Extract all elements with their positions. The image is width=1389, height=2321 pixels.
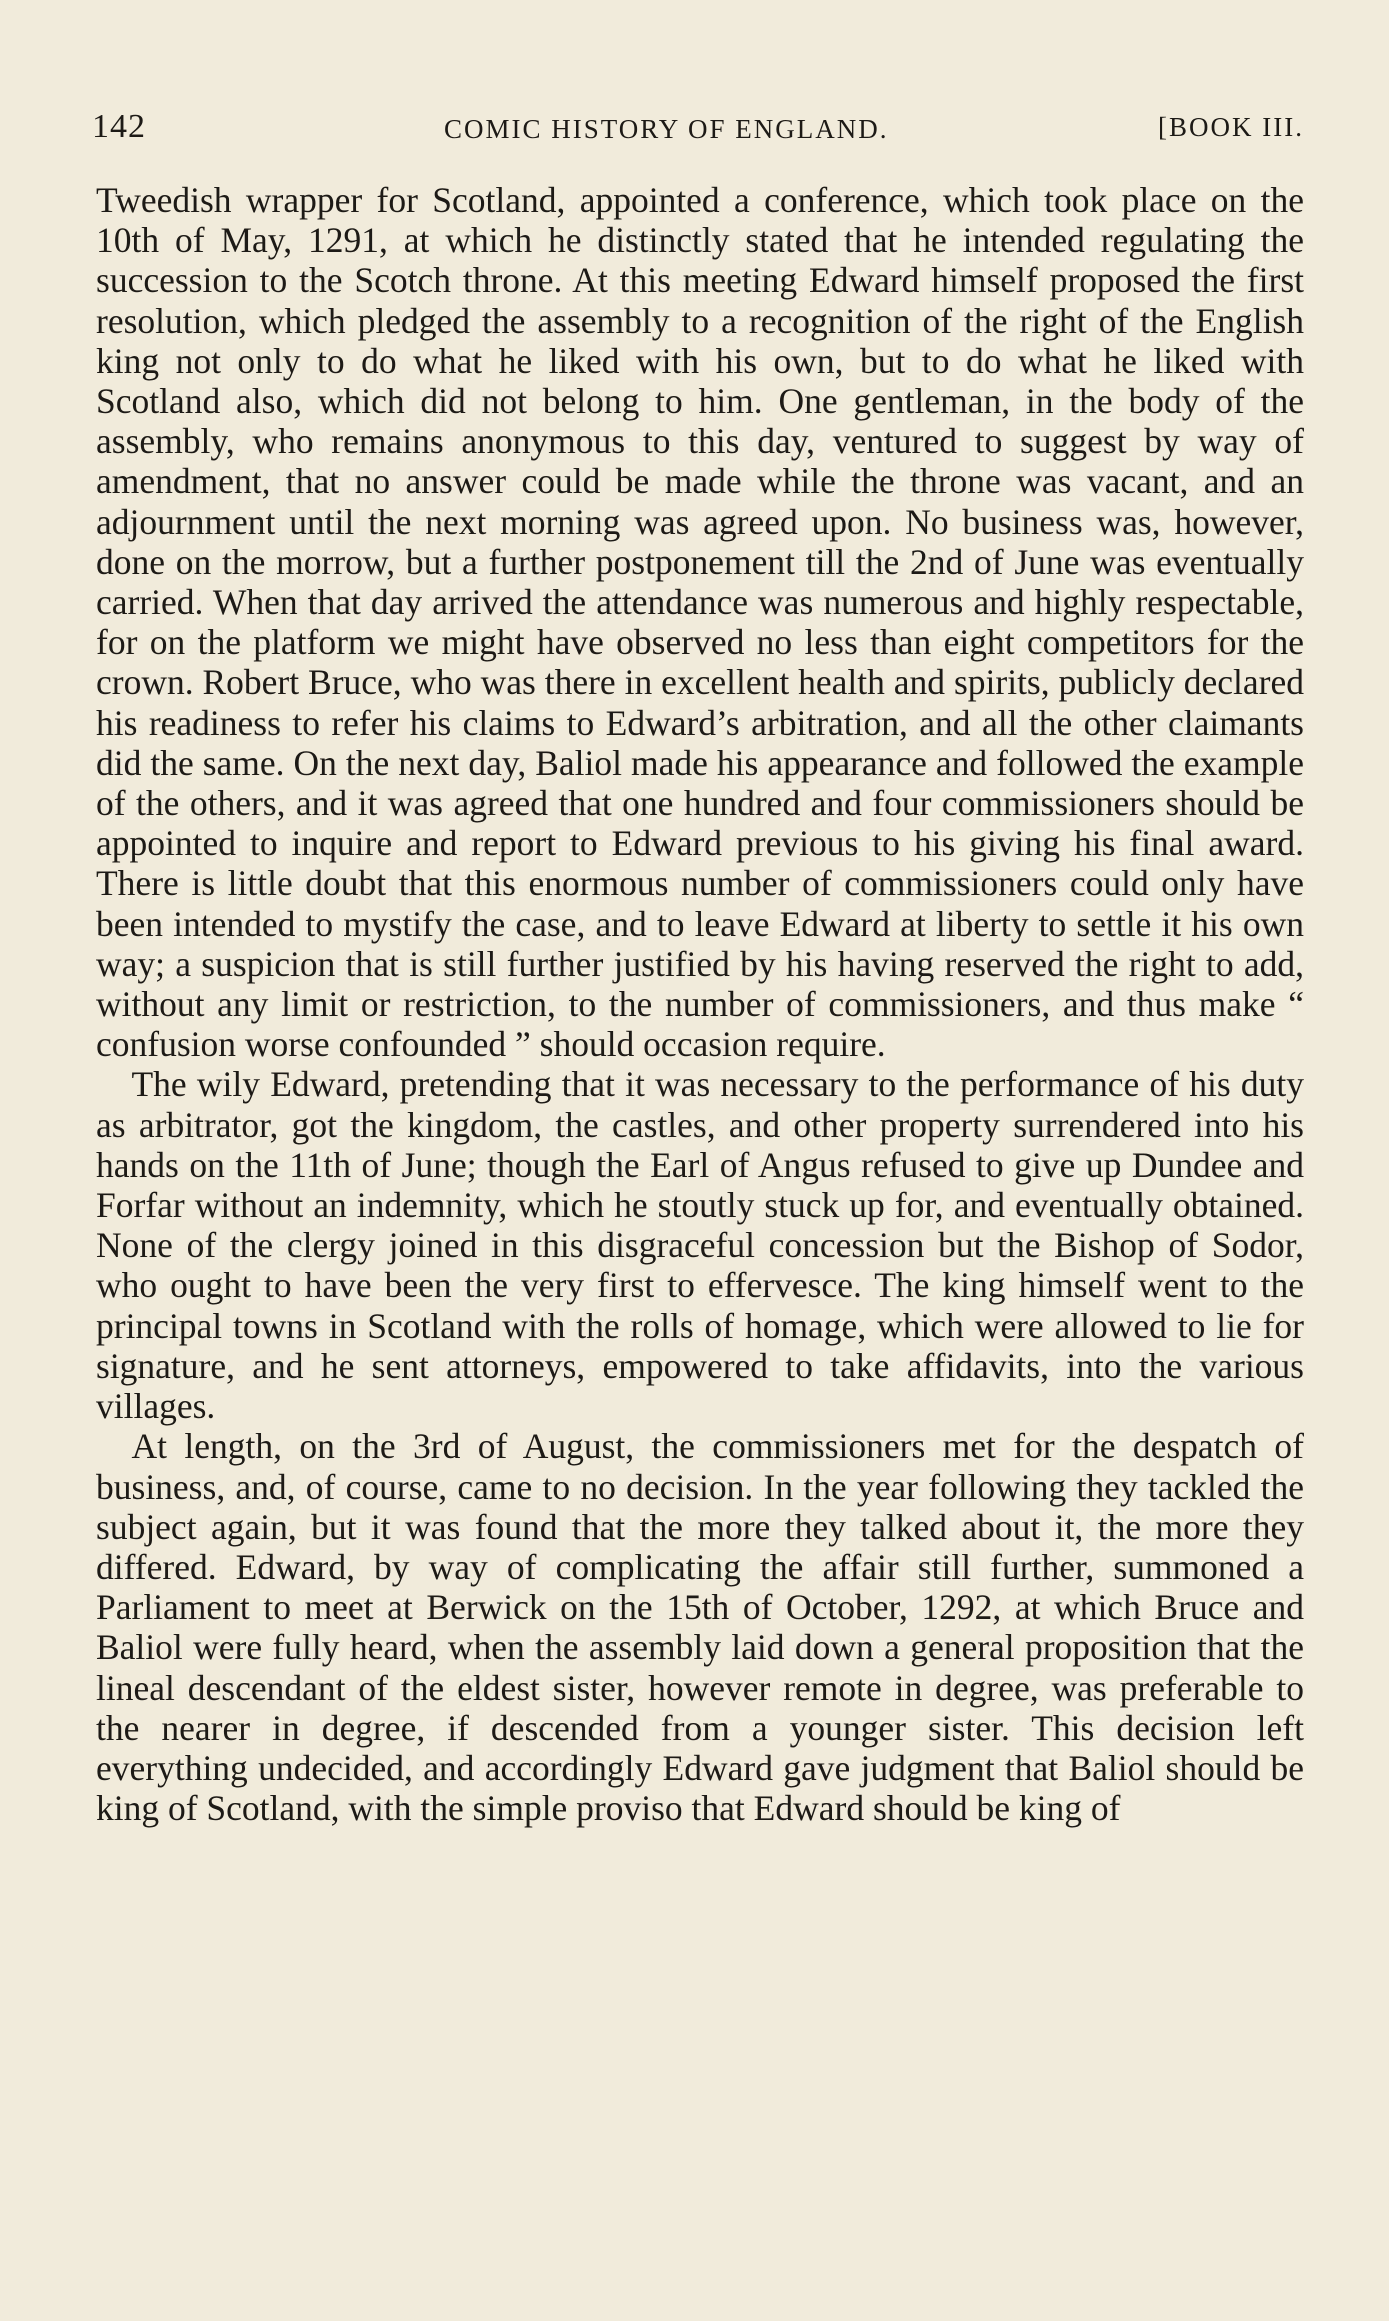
running-head bbox=[92, 108, 1304, 148]
paragraph-3: At length, on the 3rd of August, the commissioners met for the despatch of business, and, of course, came to no decision. In the year following they tackled the subject again, but it was found that the more they talked about it, the more they differed. Edward, by way of complicating the affair still further, summoned a Parliament to meet at Berwick on the 15th of October, 1292, at which Bruce and Baliol were fully heard, when the assembly laid down a general proposition that the lineal descendant of the eldest sister, however remote in degree, was preferable to the nearer in degree, if descended from a younger sister. This decision left everything undecided, and accordingly Edward gave judgment that Baliol should be king of Scotland, with the simple proviso that Edward should be king of bbox=[96, 1426, 1304, 1829]
paragraph-1: Tweedish wrapper for Scotland, appointed a conference, which took place on the 10th of May, 1291, at which he distinctly stated that he intended regulating the succession to the Scotch throne. At this meeting Edward himself proposed the first resolution, which pledged the assembly to a recognition of the right of the English king not only to do what he liked with his own, but to do what he liked with Scotland also, which did not belong to him. One gentleman, in the body of the assembly, who remains anonymous to this day, ventured to suggest by way of amendment, that no answer could be made while the throne was vacant, and an adjournment until the next morning was agreed upon. No business was, however, done on the morrow, but a further postponement till the 2nd of June was eventually carried. When that day arrived the attendance was numerous and highly respectable, for on the platform we might have observed no less than eight competitors for the crown. Robert Bruce, who was there in excellent health and spirits, publicly declared his readiness to refer his claims to Edward’s arbitration, and all the other claimants did the same. On the next day, Baliol made his appearance and followed the example of the others, and it was agreed that one hundred and four commissioners should be appointed to inquire and report to Edward previous to his giving his final award. There is little doubt that this enormous number of commissioners could only have been intended to mystify the case, and to leave Edward at liberty to settle it his own way; a suspicion that is still further justified by his having reserved the right to add, without any limit or restriction, to the number of commissioners, and thus make “ confusion worse confounded ” should occasion require. bbox=[96, 180, 1304, 1065]
paragraph-2: The wily Edward, pretending that it was necessary to the performance of his duty as arbitrator, got the kingdom, the castles, and other property surrendered into his hands on the 11th of June; though the Earl of Angus refused to give up Dundee and Forfar without an indemnity, which he stoutly stuck up for, and eventually obtained. None of the clergy joined in this disgraceful concession but the Bishop of Sodor, who ought to have been the very first to effervesce. The king himself went to the principal towns in Scotland with the rolls of homage, which were allowed to lie for signature, and he sent attorneys, empowered to take affidavits, into the various villages. bbox=[96, 1064, 1304, 1427]
book-reference: [BOOK III. bbox=[1158, 112, 1304, 142]
body-text bbox=[96, 180, 1304, 1828]
page-number: 142 bbox=[92, 108, 146, 145]
running-title: COMIC HISTORY OF ENGLAND. bbox=[444, 114, 889, 144]
